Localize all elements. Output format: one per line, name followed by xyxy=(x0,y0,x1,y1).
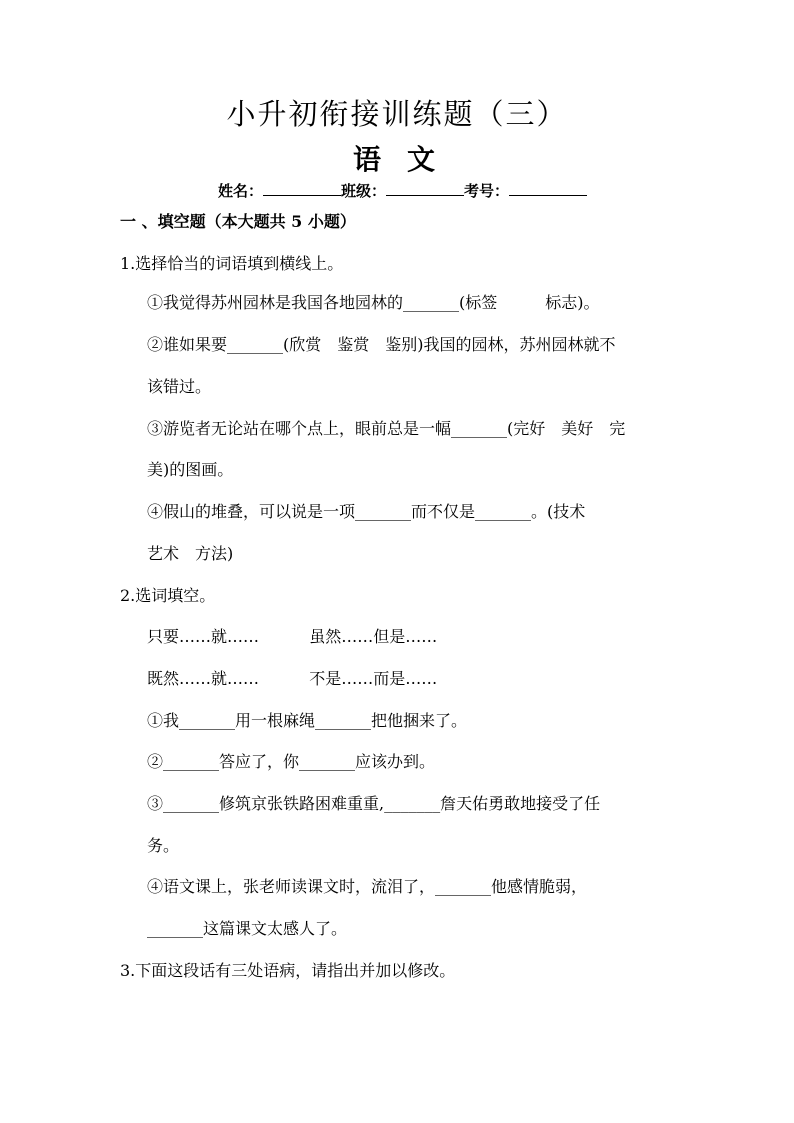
question-2-line-2: ②_______答应了，你_______应该办到。 xyxy=(147,752,436,771)
section-heading: 一 、填空题（本大题共 5 小题） xyxy=(120,212,356,231)
question-1-line-7: 艺术 方法) xyxy=(147,544,234,563)
question-2-title: 2.选词填空。 xyxy=(120,586,216,605)
exam-no-label: 考号： xyxy=(464,182,510,200)
question-2-line-5: ④语文课上，张老师读课文时，流泪了，_______他感情脆弱， xyxy=(147,877,588,896)
class-label: 班级： xyxy=(341,182,387,200)
document-title: 小升初衔接训练题（三） xyxy=(226,97,568,131)
question-1-line-4: ③游览者无论站在哪个点上，眼前总是一幅_______(完好 美好 完 xyxy=(147,419,626,438)
name-blank xyxy=(263,181,341,196)
question-2-line-4: 务。 xyxy=(147,836,180,855)
name-label: 姓名： xyxy=(218,182,264,200)
question-3-title: 3.下面这段话有三处语病，请指出并加以修改。 xyxy=(120,961,456,980)
question-1-line-2: ②谁如果要_______(欣赏 鉴赏 鉴别)我国的园林，苏州园林就不 xyxy=(147,335,616,354)
question-1-line-5: 美)的图画。 xyxy=(147,460,234,479)
question-1-title: 1.选择恰当的词语填到横线上。 xyxy=(120,254,344,273)
question-2-line-6: _______这篇课文太感人了。 xyxy=(147,919,348,938)
exam-no-blank xyxy=(509,181,587,196)
option-suiran-danshi: 虽然……但是…… xyxy=(309,627,438,646)
option-zhiyao-jiu: 只要……就…… xyxy=(147,627,260,646)
question-2-options-row-1 xyxy=(147,627,437,647)
question-1-line-3: 该错过。 xyxy=(147,377,212,396)
class-blank xyxy=(386,181,464,196)
option-jiran-jiu: 既然……就…… xyxy=(147,669,260,688)
student-info-line xyxy=(218,180,587,201)
subject-heading: 语文 xyxy=(352,143,461,176)
question-2-line-1: ①我_______用一根麻绳_______把他捆来了。 xyxy=(147,711,468,730)
question-2-options-row-2 xyxy=(147,669,437,689)
question-2-line-3: ③_______修筑京张铁路困难重重,_______詹天佑勇敢地接受了任 xyxy=(147,794,601,813)
option-bushi-ershi: 不是……而是…… xyxy=(309,669,438,688)
question-1-line-1: ①我觉得苏州园林是我国各地园林的_______(标签 标志)。 xyxy=(147,293,600,312)
question-1-line-6: ④假山的堆叠，可以说是一项_______而不仅是_______。(技术 xyxy=(147,502,586,521)
